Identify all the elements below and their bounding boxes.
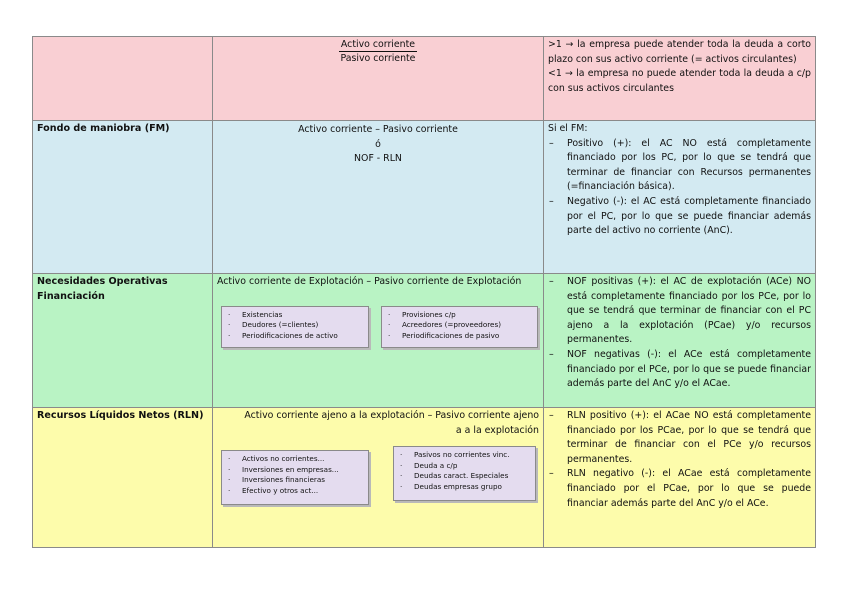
row-rln	[33, 408, 816, 548]
formula-line: Activo corriente – Pasivo corriente	[298, 124, 458, 135]
list-item: · Deuda a c/p	[400, 461, 531, 472]
list-item: · Acreedores (=proveedores)	[388, 320, 533, 331]
list-item: – RLN negativo (-): el ACae está completamente financiado por el PCae, por lo que se puede financiar además parte del AnC y/o el ACe.	[548, 467, 811, 511]
row-liquidity-ratio	[33, 37, 816, 121]
interpretation-line: <1 → la empresa no puede atender toda la deuda a c/p con sus activos circulantes	[548, 68, 811, 94]
row-title: Necesidades Operativas Financiación	[37, 276, 168, 302]
list-item: – NOF positivas (+): el AC de explotación (ACe) NO está completamente financiado por los PCe, por lo que se tendrá que terminar de financiar con el PC ajeno a la explotación (PCae) y/o recursos permanentes.	[548, 275, 811, 348]
liabilities-box	[381, 306, 538, 348]
interpretation-list	[548, 275, 811, 392]
formula-line: Activo corriente ajeno a la explotación – Pasivo corriente ajeno	[244, 410, 539, 421]
liabilities-box	[393, 446, 536, 501]
assets-box	[221, 450, 369, 505]
list-item: – Positivo (+): el AC NO está completamente financiado por los PC, por lo que se tendrá que terminar de financiar con Recursos permanentes (=financiación básica).	[548, 137, 811, 195]
list-item: · Deudas empresas grupo	[400, 482, 531, 493]
formula-line: NOF - RLN	[354, 153, 402, 164]
nof-boxes	[217, 296, 539, 352]
list-item: · Inversiones financieras	[228, 475, 364, 486]
rln-formula-cell	[213, 408, 544, 548]
nof-interpretation-cell	[544, 274, 816, 408]
row-title: Fondo de maniobra (FM)	[37, 123, 170, 134]
list-item: · Activos no corrientes...	[228, 454, 364, 465]
rln-interpretation-cell	[544, 408, 816, 548]
list-item: · Periodificaciones de pasivo	[388, 331, 533, 342]
list-item: · Deudas caract. Especiales	[400, 471, 531, 482]
formula-text: Activo corriente de Explotación – Pasivo corriente de Explotación	[217, 276, 522, 287]
fraction-denominator: Pasivo corriente	[340, 53, 416, 64]
fm-formula-cell	[213, 121, 544, 274]
list-item: – NOF negativas (-): el ACe está completamente financiado por el PCe, por lo que se puede financiar además parte del AnC y/o el ACae.	[548, 348, 811, 392]
list-item: · Efectivo y otros act...	[228, 486, 364, 497]
fm-interpretation-cell	[544, 121, 816, 274]
ratio-fraction	[339, 38, 417, 65]
row-nof	[33, 274, 816, 408]
list-item: – RLN positivo (+): el ACae NO está completamente financiado por los PCae, por lo que se tendrá que terminar de financiar con el PCe y/o recursos permanentes.	[548, 409, 811, 467]
ratio-interpretation-cell	[544, 37, 816, 121]
fraction-numerator: Activo corriente	[340, 39, 416, 50]
list-item: · Pasivos no corrientes vinc.	[400, 450, 531, 461]
list-item: · Inversiones en empresas...	[228, 465, 364, 476]
assets-box	[221, 306, 369, 348]
formula-or: ó	[375, 138, 381, 150]
list-item: · Existencias	[228, 310, 364, 321]
rln-boxes	[217, 444, 539, 514]
list-item: · Deudores (=clientes)	[228, 320, 364, 331]
list-item: · Provisiones c/p	[388, 310, 533, 321]
list-item: – Negativo (-): el AC está completamente financiado por el PC, por lo que se puede financiar además parte del activo no corriente (AnC).	[548, 195, 811, 239]
nof-formula-cell	[213, 274, 544, 408]
ratio-formula-cell	[213, 37, 544, 121]
interpretation-list	[548, 409, 811, 511]
interpretation-line: >1 → la empresa puede atender toda la deuda a corto plazo con sus activo corriente (= activos circulantes)	[548, 39, 811, 65]
ratios-table	[32, 36, 816, 548]
ratio-title-cell	[33, 37, 213, 121]
formula-line: a a la explotación	[455, 424, 539, 436]
fm-title-cell	[33, 121, 213, 274]
nof-title-cell	[33, 274, 213, 408]
row-title: Recursos Líquidos Netos (RLN)	[37, 410, 204, 421]
list-item: · Periodificaciones de activo	[228, 331, 364, 342]
interpretation-intro: Si el FM:	[548, 123, 588, 134]
row-fondo-maniobra	[33, 121, 816, 274]
interpretation-list	[548, 137, 811, 239]
rln-title-cell	[33, 408, 213, 548]
